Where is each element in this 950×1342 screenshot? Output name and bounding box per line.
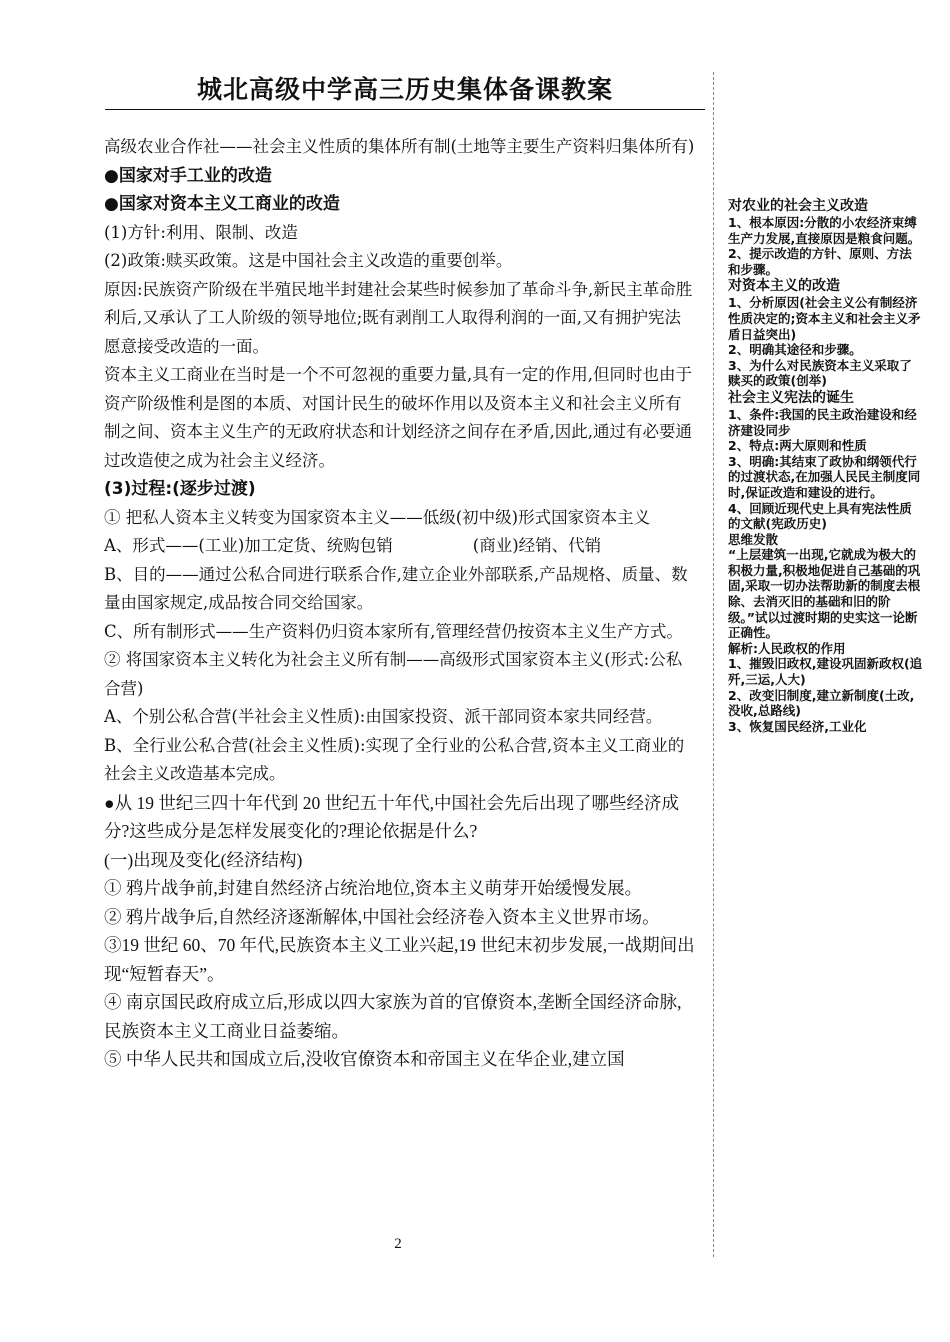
paragraph: (2)政策:赎买政策。这是中国社会主义改造的重要创举。 [104,251,513,270]
paragraph: (1)方针:利用、限制、改造 [104,222,298,242]
paragraph: B、全行业公私合营(社会主义性质):实现了全行业的公私合营,资本主义工商业的社会主义改造基本完成。 [104,735,685,783]
side-note: 解析:人民政权的作用 [728,640,846,656]
form-industry: A、形式——(工业)加工定货、统购包销 [104,536,393,555]
paragraph: ② 将国家资本主义转化为社会主义所有制——高级形式国家资本主义(形式:公私合营) [104,650,683,698]
paragraph: ① 鸦片战争前,封建自然经济占统治地位,资本主义萌芽开始缓慢发展。 [104,878,643,898]
paragraph: B、目的——通过公私合同进行联系合作,建立企业外部联系,产品规格、质量、数量由国家规定,成品按合同交给国家。 [104,564,688,612]
side-note: 2、明确其途径和步骤。 [728,342,862,358]
paragraph: ⑤ 中华人民共和国成立后,没收官僚资本和帝国主义在华企业,建立国 [104,1049,625,1069]
section-heading: (3)过程:(逐步过渡) [104,479,256,499]
side-note: “上层建筑一出现,它就成为极大的积极力量,积极地促进自己基础的巩固,采取一切办法帮助新的制度去根除、去消灭旧的基础和旧的阶级。”试以过渡时期的史实这一论断正确性。 [728,547,921,641]
side-note: 2、改变旧制度,建立新制度(土改,没收,总路线) [728,687,915,719]
main-column [104,133,696,1074]
side-heading: 对农业的社会主义改造 [728,198,868,214]
section-heading: ●国家对手工业的改造 [104,165,272,186]
side-note: 4、回顾近现代史上具有宪法性质的文献(宪政历史) [728,500,912,532]
paragraph: ② 鸦片战争后,自然经济逐渐解体,中国社会经济卷入资本主义世界市场。 [104,906,660,927]
section-heading: ●国家对资本主义工商业的改造 [104,194,340,214]
page-number: 2 [394,1236,402,1252]
paragraph [104,532,696,561]
paragraph: 高级农业合作社——社会主义性质的集体所有制(土地等主要生产资料归集体所有) [104,137,695,156]
paragraph: ① 把私人资本主义转变为国家资本主义——低级(初中级)形式国家资本主义 [104,507,651,527]
paragraph: ③19 世纪 60、70 年代,民族资本主义工业兴起,19 世纪末初步发展,一战期间出现“短暂春天”。 [104,935,695,984]
side-note: 3、恢复国民经济,工业化 [728,718,867,734]
side-heading: 思维发散 [728,531,779,547]
side-heading: 对资本主义的改造 [728,278,840,295]
page-title: 城北高级中学高三历史集体备课教案 [196,75,613,104]
paragraph: A、个别公私合营(半社会主义性质):由国家投资、派干部同资本家共同经营。 [104,707,663,726]
side-note: 3、明确:其结束了政协和纲领代行的过渡状态,在加强人民民主制度同时,保证改造和建设的进行。 [728,453,921,500]
paragraph: C、所有制形式——生产资料仍归资本家所有,管理经营仍按资本主义生产方式。 [104,621,683,641]
paragraph: 资本主义工商业在当时是一个不可忽视的重要力量,具有一定的作用,但同时也由于资产阶级惟利是图的本质、对国计民生的破坏作用以及资本主义和社会主义所有制之间、资本主义生产的无政府状态和计划经济之间存在矛盾,因此,通过有必要通过改造使之成为社会主义经济。 [104,365,692,470]
paragraph: 原因:民族资产阶级在半殖民地半封建社会某些时候参加了革命斗争,新民主革命胜利后,又承认了工人阶级的领导地位;既有剥削工人取得利润的一面,又有拥护宪法愿意接受改造的一面。 [104,279,693,356]
paragraph: ④ 南京国民政府成立后,形成以四大家族为首的官僚资本,垄断全国经济命脉,民族资本主义工商业日益萎缩。 [104,992,682,1041]
side-note: 3、为什么对民族资本主义采取了赎买的政策(创举) [728,357,912,389]
column-divider [713,72,714,1257]
side-note: 1、条件:我国的民主政治建设和经济建设同步 [728,406,917,438]
side-note: 1、摧毁旧政权,建设巩固新政权(追歼,三运,人大) [728,656,923,688]
side-note: 1、分析原因(社会主义公有制经济性质决定的;资本主义和社会主义矛盾日益突出) [728,295,921,342]
side-note: 2、提示改造的方针、原则、方法和步骤。 [728,246,912,277]
form-commerce: (商业)经销、代销 [472,536,602,555]
side-note: 1、根本原因:分散的小农经济束缚生产力发展,直接原因是粮食问题。 [728,215,921,246]
side-notes [728,197,924,734]
side-heading: 社会主义宪法的诞生 [728,389,854,406]
title-underline [105,109,705,110]
paragraph: (一)出现及变化(经济结构) [104,849,303,870]
side-note: 2、特点:两大原则和性质 [728,438,867,454]
question-paragraph: ●从 19 世纪三四十年代到 20 世纪五十年代,中国社会先后出现了哪些经济成分?这些成分是怎样发展变化的?理论依据是什么? [104,792,679,841]
